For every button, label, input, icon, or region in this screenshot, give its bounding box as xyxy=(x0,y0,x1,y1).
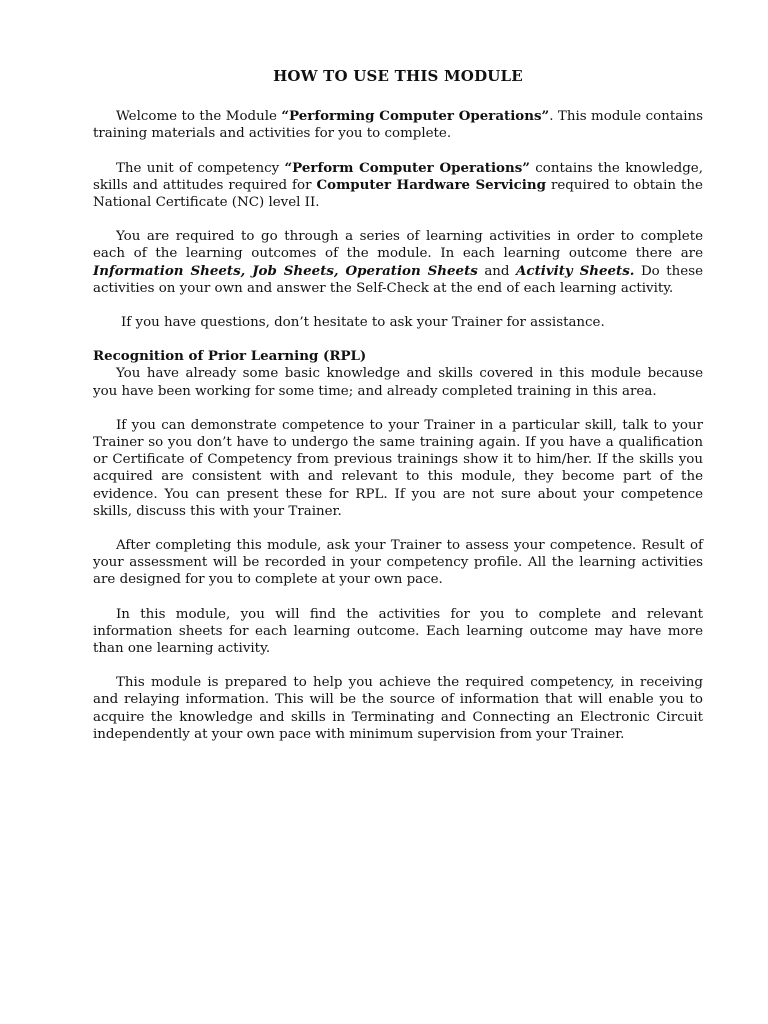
welcome-text-1: Welcome to the Module xyxy=(116,109,282,125)
module-activities-paragraph: In this module, you will find the activities for you to complete and relevant information sheets for each learning outcome. Each learning outcome may have more than one learning activity. xyxy=(93,606,703,657)
purpose-paragraph: This module is prepared to help you achieve the required competency, in receiving and relaying information. This will be the source of information that will enable you to acquire the knowledge and skills in Terminating and Connecting an Electronic Circuit independently at your own pace with minimum supervision from your Trainer. xyxy=(93,675,703,742)
document-page xyxy=(93,68,703,743)
activity-sheets-bold-italic: Activity Sheets. xyxy=(516,262,635,279)
rpl-heading: Recognition of Prior Learning (RPL) xyxy=(93,348,367,365)
competency-text-1: The unit of competency xyxy=(116,160,285,176)
assessment-paragraph: After completing this module, ask your Trainer to assess your competence. Result of your assessment will be recorded in your competency profile. All the learning activities are designed for you to complete at your own pace. xyxy=(93,538,703,588)
page-title: HOW TO USE THIS MODULE xyxy=(273,67,523,85)
questions-paragraph: If you have questions, don’t hesitate to ask your Trainer for assistance. xyxy=(121,315,605,331)
sheets-list-bold-italic: Information Sheets, Job Sheets, Operation Sheets xyxy=(93,262,478,279)
module-name-bold: “Performing Computer Operations” xyxy=(281,108,550,125)
welcome-paragraph xyxy=(93,108,703,142)
qualification-bold: Computer Hardware Servicing xyxy=(316,176,546,193)
competency-paragraph xyxy=(93,160,703,212)
rpl-paragraph-1: You have already some basic knowledge and skills covered in this module because you have been working for some time; and already completed training in this area. xyxy=(93,366,703,399)
competency-text-2: contains the knowledge, skills and attitudes required for xyxy=(93,160,703,193)
welcome-text-2: . This module contains training materials and activities for you to complete. xyxy=(93,109,703,142)
competency-name-bold: “Perform Computer Operations” xyxy=(284,159,530,176)
competency-text-3: required to obtain the National Certificate (NC) level II. xyxy=(93,177,703,211)
activities-text-1: You are required to go through a series of learning activities in order to complete each of the learning outcomes of the module. In each learning outcome there are xyxy=(93,229,703,262)
activities-text-3: Do these activities on your own and answer the Self-Check at the end of each learning activity. xyxy=(93,263,703,296)
activities-paragraph xyxy=(93,228,703,297)
rpl-paragraph-2: If you can demonstrate competence to your Trainer in a particular skill, talk to your Trainer so you don’t have to undergo the same training again. If you have a qualification or Certificate of Competency from previous trainings show it to him/her. If the skills you acquired are consistent with and relevant to this module, they become part of the evidence. You can present these for RPL. If you are not sure about your competence skills, discuss this with your Trainer. xyxy=(93,417,703,519)
activities-text-2: and xyxy=(477,263,517,279)
